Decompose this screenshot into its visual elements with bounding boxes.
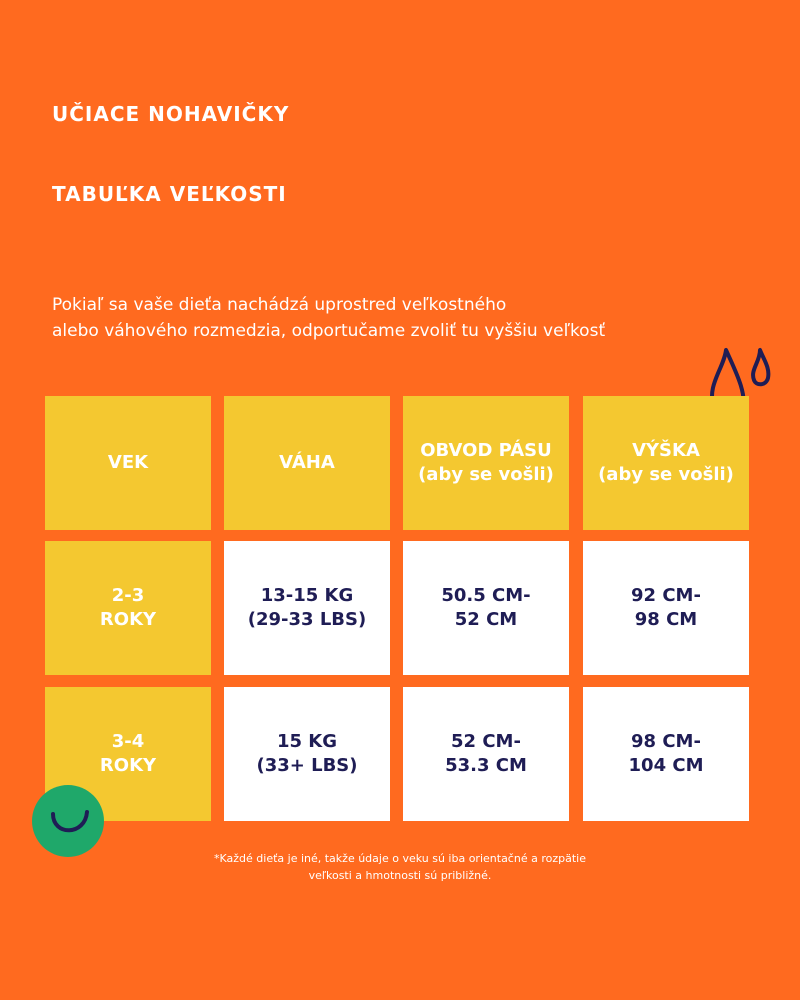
header-waist-line-2: (aby se vošli) — [418, 464, 554, 485]
row-1-height-cell — [583, 541, 749, 675]
intro-text — [52, 292, 732, 344]
smiley-icon — [31, 784, 105, 858]
header-weight-line-1: VÁHA — [279, 452, 335, 473]
header-waist-line-1: OBVOD PÁSU — [420, 440, 552, 461]
row-1-age-line-1: 2-3 — [111, 585, 145, 606]
header-cell-weight — [224, 396, 390, 530]
header-cell-age — [45, 396, 211, 530]
row-1-waist-line-1: 50.5 CM- — [441, 585, 531, 606]
row-1-weight-line-1: 13-15 KG — [260, 585, 354, 606]
page-title-line-1: UČIACE NOHAVIČKY — [52, 102, 290, 126]
row-2-height-cell — [583, 687, 749, 821]
intro-text-line-1: Pokiaľ sa vaše dieťa nachádzá uprostred veľkostného — [52, 295, 507, 315]
row-2-age-line-2: ROKY — [99, 755, 157, 776]
row-2-height-line-1: 98 CM- — [631, 731, 701, 752]
row-1-age-line-2: ROKY — [99, 609, 157, 630]
row-2-weight-line-2: (33+ LBS) — [256, 755, 358, 776]
row-2-waist-cell — [403, 687, 569, 821]
row-1-height-line-1: 92 CM- — [631, 585, 701, 606]
row-1-waist-line-2: 52 CM — [454, 609, 518, 630]
row-2-weight-cell — [224, 687, 390, 821]
row-2-waist-line-2: 53.3 CM — [445, 755, 527, 776]
header-cell-waist — [403, 396, 569, 530]
header-age-line-1: VEK — [107, 452, 149, 473]
row-2-waist-line-1: 52 CM- — [451, 731, 521, 752]
row-2-age-line-1: 3-4 — [111, 731, 145, 752]
row-1-weight-cell — [224, 541, 390, 675]
header-height-line-2: (aby se vošli) — [598, 464, 734, 485]
footnote-line-2: veľkosti a hmotnosti sú približné. — [308, 869, 492, 882]
row-1-height-line-2: 98 CM — [634, 609, 698, 630]
row-1-weight-line-2: (29-33 LBS) — [247, 609, 367, 630]
footnote — [100, 850, 700, 884]
row-2-height-line-2: 104 CM — [628, 755, 704, 776]
row-2-weight-line-1: 15 KG — [276, 731, 338, 752]
row-1-waist-cell — [403, 541, 569, 675]
header-cell-height — [583, 396, 749, 530]
row-1-age-cell — [45, 541, 211, 675]
intro-text-line-2: alebo váhového rozmedzia, odportučame zvoliť tu vyššiu veľkosť — [52, 321, 606, 341]
header-height-line-1: VÝŠKA — [632, 440, 700, 461]
page-title-line-2: TABUĽKA VEĽKOSTI — [52, 182, 287, 206]
footnote-line-1: *Každé dieťa je iné, takže údaje o veku sú iba orientačné a rozpätie — [214, 852, 586, 865]
